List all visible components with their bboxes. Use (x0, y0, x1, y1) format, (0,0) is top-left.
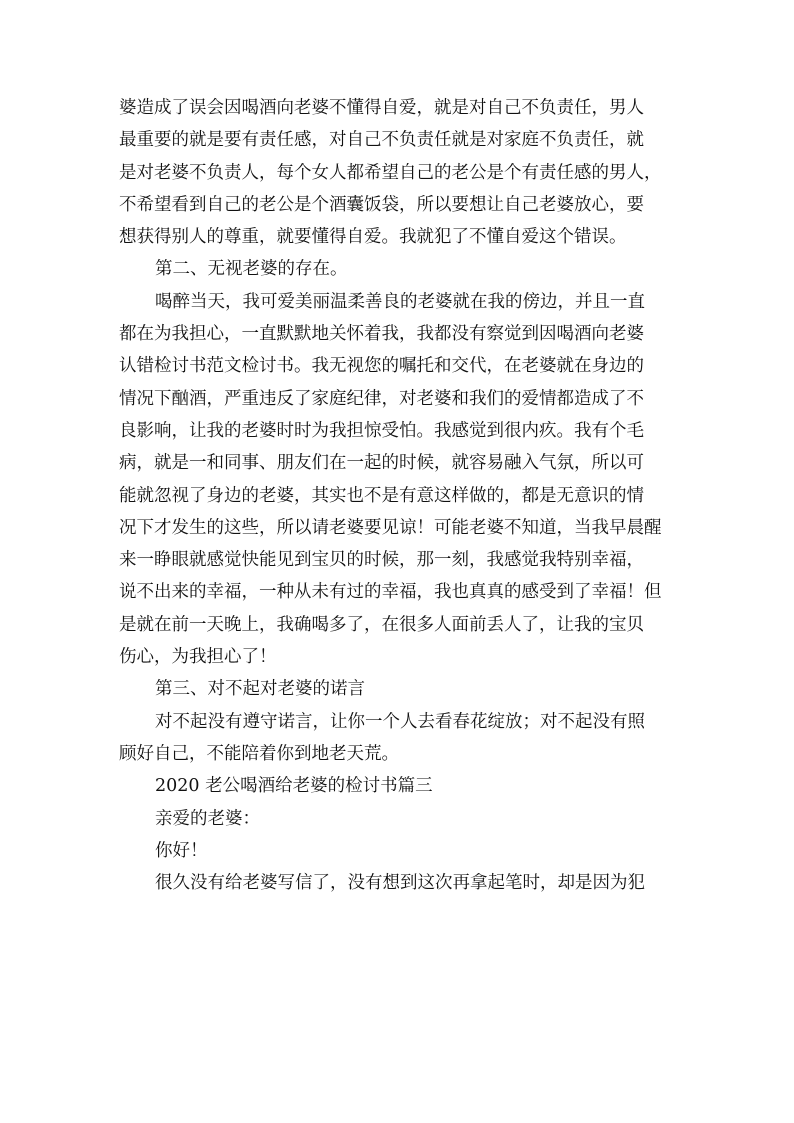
text-line: 第二、无视老婆的存在。 (155, 259, 348, 280)
text-line: 来一睁眼就感觉快能见到宝贝的时候，那一刻，我感觉我特别幸福， (119, 550, 644, 571)
text-line: 病，就是一和同事、朋友们在一起的时候，就容易融入气氛，所以可 (119, 453, 644, 474)
text-line: 能就忽视了身边的老婆，其实也不是有意这样做的，都是无意识的情 (119, 485, 644, 506)
text-line: 很久没有给老婆写信了，没有想到这次再拿起笔时，却是因为犯 (155, 873, 645, 894)
text-line: 是就在前一天晚上，我确喝多了，在很多人面前丢人了，让我的宝贝 (119, 614, 644, 635)
text-line: 对不起没有遵守诺言，让你一个人去看春花绽放；对不起没有照 (155, 711, 645, 732)
text-line: 况下才发生的这些，所以请老婆要见谅！可能老婆不知道，当我早晨醒 (119, 517, 662, 538)
text-line: 第三、对不起对老婆的诺言 (155, 679, 365, 700)
text-line: 亲爱的老婆： (155, 808, 260, 829)
text-line: 2020 老公喝酒给老婆的检讨书篇三 (155, 776, 433, 797)
text-line: 说不出来的幸福，一种从未有过的幸福，我也真真的感受到了幸福！但 (119, 582, 662, 603)
document-body (119, 92, 681, 899)
text-line: 良影响，让我的老婆时时为我担惊受怕。我感觉到很内疚。我有个毛 (119, 420, 644, 441)
text-line: 最重要的就是要有责任感，对自己不负责任就是对家庭不负责任，就 (119, 130, 644, 151)
text-line: 喝醉当天，我可爱美丽温柔善良的老婆就在我的傍边，并且一直 (155, 291, 645, 312)
text-line: 想获得别人的尊重，就要懂得自爱。我就犯了不懂自爱这个错误。 (119, 227, 627, 248)
text-line: 伤心，为我担心了！ (119, 647, 277, 668)
text-line: 情况下酗酒，严重违反了家庭纪律，对老婆和我们的爱情都造成了不 (119, 388, 644, 409)
text-line: 顾好自己，不能陪着你到地老天荒。 (119, 743, 399, 764)
text-line: 都在为我担心，一直默默地关怀着我，我都没有察觉到因喝酒向老婆 (119, 324, 644, 345)
text-line: 是对老婆不负责人，每个女人都希望自己的老公是个有责任感的男人， (119, 162, 662, 183)
text-line: 认错检讨书范文检讨书。我无视您的嘱托和交代，在老婆就在身边的 (119, 356, 644, 377)
text-line: 不希望看到自己的老公是个酒囊饭袋，所以要想让自己老婆放心，要 (119, 194, 644, 215)
text-line: 你好！ (155, 840, 208, 861)
text-line: 婆造成了误会因喝酒向老婆不懂得自爱，就是对自己不负责任，男人 (119, 98, 644, 118)
